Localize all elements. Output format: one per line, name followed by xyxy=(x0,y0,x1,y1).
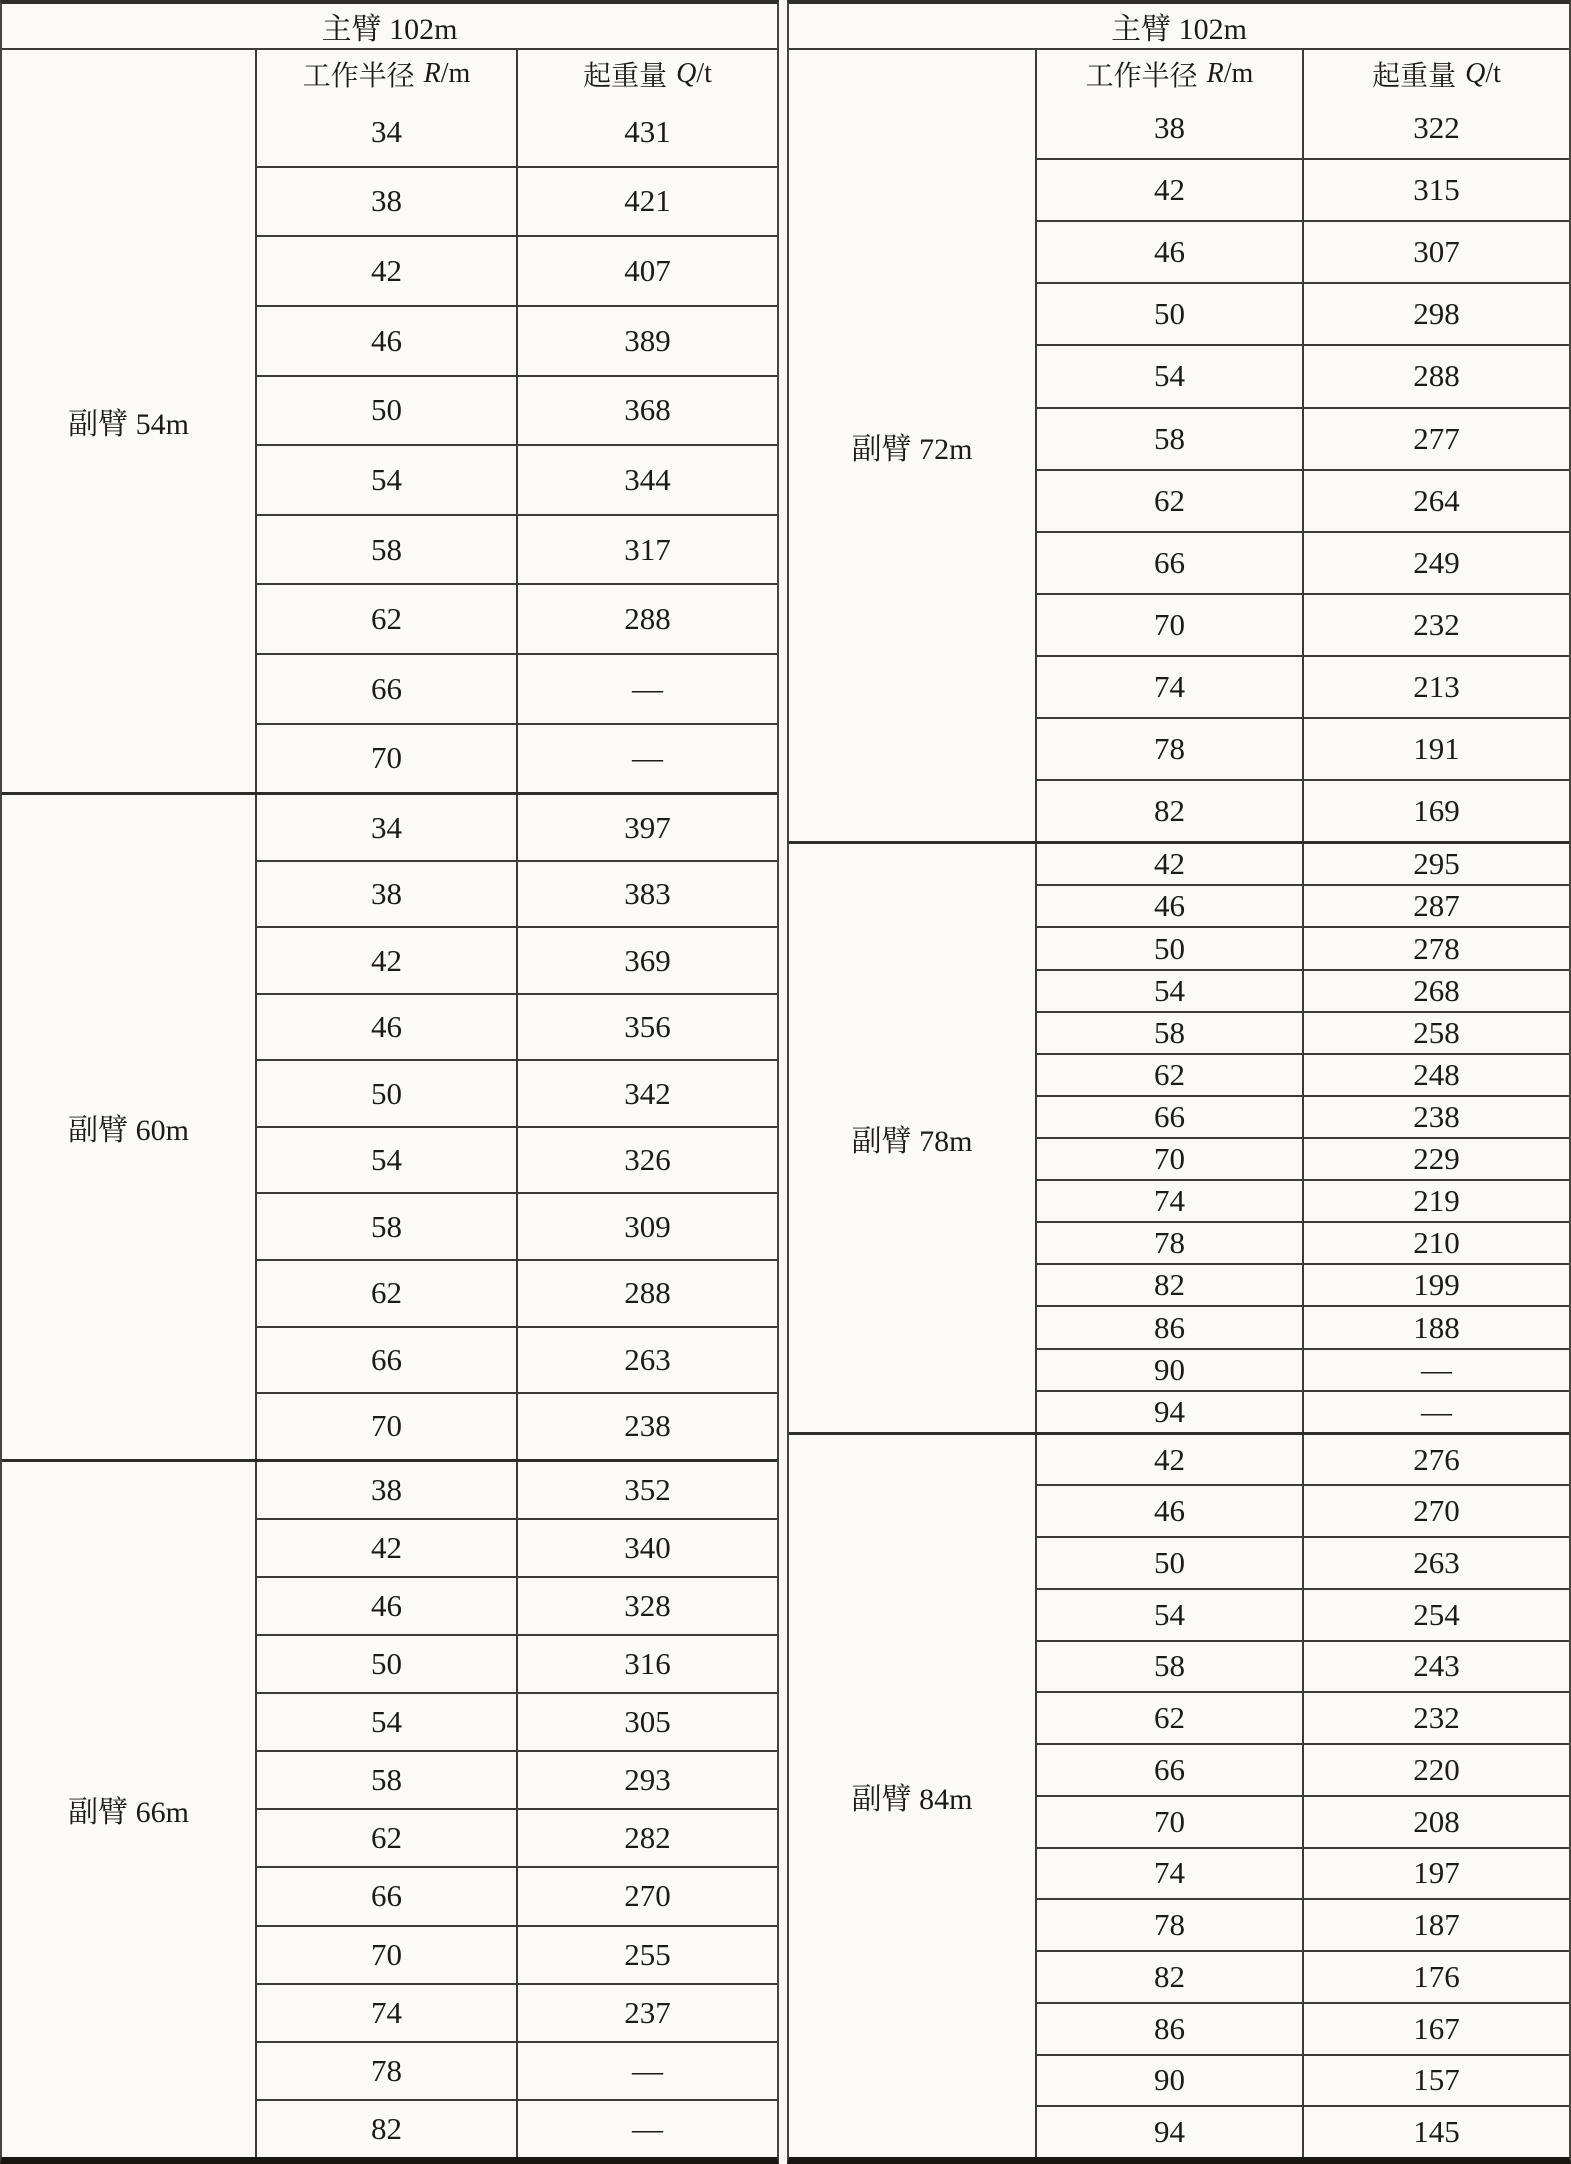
capacity-cell: 220 xyxy=(1413,1751,1460,1787)
table-row xyxy=(1037,220,1569,282)
table-row xyxy=(1037,2002,1569,2054)
radius-header-text: 工作半径 xyxy=(1085,61,1198,92)
capacity-cell: 176 xyxy=(1413,1958,1460,1994)
capacity-cell: 340 xyxy=(624,1529,671,1565)
table-row xyxy=(257,2041,777,2099)
capacity-cell: 268 xyxy=(1413,972,1460,1008)
table-row xyxy=(1037,1137,1569,1179)
capacity-cell: 248 xyxy=(1413,1056,1460,1092)
radius-cell: 78 xyxy=(1037,719,1304,779)
radius-cell: 54 xyxy=(1037,346,1304,406)
jib-section xyxy=(2,1459,777,2157)
capacity-cell: 263 xyxy=(624,1341,671,1377)
radius-cell: 66 xyxy=(257,1328,518,1393)
table-row xyxy=(1037,1435,1569,1485)
capacity-cell: 352 xyxy=(624,1471,671,1507)
radius-cell: 78 xyxy=(257,2043,518,2099)
capacity-cell: — xyxy=(632,2052,663,2088)
radius-cell: 66 xyxy=(1037,1745,1304,1795)
jib-section xyxy=(789,50,1569,841)
radius-cell: 66 xyxy=(257,1868,518,1924)
radius-cell: 70 xyxy=(1037,1139,1304,1179)
table-row xyxy=(1037,655,1569,717)
radius-cell: 46 xyxy=(1037,222,1304,282)
load-chart-table-right xyxy=(787,0,1571,2164)
table-row xyxy=(1037,926,1569,968)
table-row xyxy=(1037,1691,1569,1743)
jib-section xyxy=(2,50,777,792)
capacity-cell: 317 xyxy=(624,531,671,567)
capacity-cell: 288 xyxy=(624,1275,671,1311)
table-row xyxy=(1037,969,1569,1011)
radius-cell: 86 xyxy=(1037,1307,1304,1347)
radius-cell: 38 xyxy=(1037,98,1304,158)
capacity-cell: 270 xyxy=(624,1878,671,1914)
capacity-cell: 187 xyxy=(1413,1907,1460,1943)
capacity-cell: 282 xyxy=(624,1820,671,1856)
capacity-cell: 407 xyxy=(624,253,671,289)
capacity-cell: 145 xyxy=(1413,2114,1460,2150)
table-row xyxy=(1037,1847,1569,1899)
capacity-cell: 326 xyxy=(624,1142,671,1178)
capacity-cell: 421 xyxy=(624,183,671,219)
table-row xyxy=(1037,1950,1569,2002)
jib-section xyxy=(789,1432,1569,2157)
table-row xyxy=(1037,407,1569,469)
table-row xyxy=(257,1192,777,1259)
capacity-header-text: 起重量 xyxy=(1372,61,1457,92)
table-row xyxy=(1037,2054,1569,2106)
load-chart-table-left xyxy=(0,0,779,2164)
capacity-cell: 431 xyxy=(624,113,671,149)
radius-column-header xyxy=(257,50,518,98)
radius-cell: 62 xyxy=(1037,471,1304,531)
capacity-cell: 276 xyxy=(1413,1441,1460,1477)
table-row xyxy=(1037,717,1569,779)
table-row xyxy=(257,583,777,653)
table-row xyxy=(257,1059,777,1126)
capacity-unit: /t xyxy=(696,58,712,89)
table-row xyxy=(257,1866,777,1924)
radius-cell: 86 xyxy=(1037,2004,1304,2054)
radius-cell: 50 xyxy=(257,1061,518,1126)
capacity-cell: 293 xyxy=(624,1762,671,1798)
capacity-cell: 157 xyxy=(1413,2062,1460,2098)
table-row xyxy=(257,926,777,993)
capacity-symbol: Q xyxy=(1465,58,1486,89)
radius-symbol: R xyxy=(1206,58,1224,89)
capacity-cell: 243 xyxy=(1413,1648,1460,1684)
capacity-cell: 232 xyxy=(1413,1700,1460,1736)
radius-cell: 46 xyxy=(257,307,518,375)
radius-cell: 42 xyxy=(1037,844,1304,884)
jib-section xyxy=(789,841,1569,1431)
capacity-cell: 288 xyxy=(1413,358,1460,394)
table-row xyxy=(1037,282,1569,344)
capacity-cell: 264 xyxy=(1413,482,1460,518)
capacity-cell: 383 xyxy=(624,876,671,912)
table-row xyxy=(1037,1588,1569,1640)
radius-cell: 54 xyxy=(257,446,518,514)
radius-cell: 50 xyxy=(257,1636,518,1692)
radius-cell: 74 xyxy=(1037,1181,1304,1221)
capacity-cell: 356 xyxy=(624,1009,671,1045)
radius-cell: 66 xyxy=(1037,1097,1304,1137)
capacity-cell: 368 xyxy=(624,392,671,428)
capacity-cell: 254 xyxy=(1413,1596,1460,1632)
table-row xyxy=(257,1518,777,1576)
radius-cell: 70 xyxy=(1037,1797,1304,1847)
capacity-cell: 316 xyxy=(624,1646,671,1682)
table-row xyxy=(1037,1305,1569,1347)
main-boom-header: 主臂 102m xyxy=(2,4,777,50)
radius-cell: 82 xyxy=(1037,781,1304,841)
capacity-cell: 309 xyxy=(624,1208,671,1244)
table-row xyxy=(257,860,777,927)
table-row xyxy=(257,1259,777,1326)
capacity-cell: 397 xyxy=(624,809,671,845)
capacity-cell: 328 xyxy=(624,1587,671,1623)
radius-cell: 42 xyxy=(257,1520,518,1576)
capacity-cell: 389 xyxy=(624,322,671,358)
radius-cell: 78 xyxy=(1037,1223,1304,1263)
radius-cell: 58 xyxy=(1037,1013,1304,1053)
radius-cell: 38 xyxy=(257,1462,518,1518)
table-row xyxy=(257,653,777,723)
table-row xyxy=(1037,1898,1569,1950)
capacity-cell: 232 xyxy=(1413,606,1460,642)
radius-cell: 50 xyxy=(1037,1538,1304,1588)
table-row xyxy=(257,723,777,793)
capacity-cell: 322 xyxy=(1413,110,1460,146)
capacity-cell: 229 xyxy=(1413,1141,1460,1177)
capacity-cell: 263 xyxy=(1413,1545,1460,1581)
table-row xyxy=(1037,469,1569,531)
radius-cell: 62 xyxy=(257,1810,518,1866)
radius-cell: 66 xyxy=(1037,533,1304,593)
capacity-cell: 344 xyxy=(624,461,671,497)
radius-cell: 62 xyxy=(257,585,518,653)
radius-cell: 38 xyxy=(257,168,518,236)
radius-cell: 94 xyxy=(1037,2107,1304,2157)
radius-cell: 58 xyxy=(257,1752,518,1808)
table-row xyxy=(257,1326,777,1393)
radius-cell: 62 xyxy=(1037,1055,1304,1095)
jib-label: 副臂 72m xyxy=(789,50,1037,841)
capacity-cell: 210 xyxy=(1413,1225,1460,1261)
radius-cell: 70 xyxy=(257,1927,518,1983)
radius-cell: 54 xyxy=(1037,971,1304,1011)
radius-header-text: 工作半径 xyxy=(302,61,415,92)
table-row xyxy=(1037,884,1569,926)
jib-label: 副臂 54m xyxy=(2,50,257,792)
radius-cell: 50 xyxy=(257,377,518,445)
radius-column-header xyxy=(1037,50,1304,98)
capacity-cell: 237 xyxy=(624,1994,671,2030)
radius-cell: 62 xyxy=(1037,1693,1304,1743)
table-row xyxy=(1037,344,1569,406)
table-row xyxy=(257,993,777,1060)
table-row xyxy=(257,795,777,860)
radius-symbol: R xyxy=(423,58,441,89)
capacity-header-text: 起重量 xyxy=(583,61,668,92)
capacity-cell: 191 xyxy=(1413,731,1460,767)
radius-cell: 34 xyxy=(257,795,518,860)
table-row xyxy=(257,1576,777,1634)
table-row xyxy=(257,1983,777,2041)
table-row xyxy=(1037,1053,1569,1095)
table-row xyxy=(1037,1390,1569,1432)
table-row xyxy=(257,235,777,305)
radius-cell: 66 xyxy=(257,655,518,723)
radius-cell: 54 xyxy=(257,1694,518,1750)
table-row xyxy=(1037,158,1569,220)
capacity-cell: 342 xyxy=(624,1075,671,1111)
radius-cell: 34 xyxy=(257,98,518,166)
table-row xyxy=(1037,1179,1569,1221)
table-row xyxy=(257,375,777,445)
radius-cell: 54 xyxy=(257,1128,518,1193)
capacity-cell: 369 xyxy=(624,942,671,978)
radius-cell: 74 xyxy=(257,1985,518,2041)
table-row xyxy=(257,1750,777,1808)
table-row xyxy=(257,444,777,514)
table-row xyxy=(1037,1640,1569,1692)
radius-cell: 46 xyxy=(257,995,518,1060)
table-row xyxy=(257,305,777,375)
radius-cell: 42 xyxy=(1037,1435,1304,1485)
radius-cell: 70 xyxy=(1037,595,1304,655)
radius-cell: 50 xyxy=(1037,928,1304,968)
radius-cell: 74 xyxy=(1037,1849,1304,1899)
capacity-cell: 219 xyxy=(1413,1183,1460,1219)
capacity-cell: — xyxy=(632,670,663,706)
radius-cell: 46 xyxy=(1037,886,1304,926)
table-row xyxy=(257,514,777,584)
table-row xyxy=(257,98,777,166)
capacity-cell: 188 xyxy=(1413,1309,1460,1345)
capacity-cell: 197 xyxy=(1413,1855,1460,1891)
table-row xyxy=(257,1392,777,1459)
radius-cell: 58 xyxy=(1037,1642,1304,1692)
table-row xyxy=(1037,1011,1569,1053)
capacity-column-header xyxy=(1304,50,1569,98)
jib-label: 副臂 60m xyxy=(2,795,257,1458)
radius-cell: 50 xyxy=(1037,284,1304,344)
radius-cell: 90 xyxy=(1037,2056,1304,2106)
radius-cell: 46 xyxy=(1037,1486,1304,1536)
capacity-cell: 238 xyxy=(1413,1098,1460,1134)
radius-cell: 58 xyxy=(1037,409,1304,469)
radius-cell: 46 xyxy=(257,1578,518,1634)
capacity-cell: 258 xyxy=(1413,1014,1460,1050)
capacity-cell: 249 xyxy=(1413,544,1460,580)
table-row xyxy=(1037,1743,1569,1795)
capacity-cell: 307 xyxy=(1413,234,1460,270)
capacity-cell: — xyxy=(632,740,663,776)
radius-cell: 42 xyxy=(257,237,518,305)
capacity-cell: 288 xyxy=(624,601,671,637)
jib-label: 副臂 84m xyxy=(789,1435,1037,2157)
table-row xyxy=(257,2099,777,2157)
table-row xyxy=(1037,1263,1569,1305)
capacity-cell: 305 xyxy=(624,1704,671,1740)
main-boom-header: 主臂 102m xyxy=(789,4,1569,50)
radius-cell: 74 xyxy=(1037,657,1304,717)
radius-cell: 82 xyxy=(257,2101,518,2157)
table-row xyxy=(257,1462,777,1518)
radius-cell: 70 xyxy=(257,1394,518,1459)
table-row xyxy=(1037,1536,1569,1588)
radius-cell: 94 xyxy=(1037,1392,1304,1432)
radius-cell: 82 xyxy=(1037,1952,1304,2002)
capacity-cell: 167 xyxy=(1413,2010,1460,2046)
capacity-cell: — xyxy=(1421,1351,1452,1387)
capacity-cell: 315 xyxy=(1413,172,1460,208)
capacity-cell: — xyxy=(1421,1393,1452,1429)
capacity-cell: 213 xyxy=(1413,669,1460,705)
capacity-cell: 255 xyxy=(624,1936,671,1972)
table-row xyxy=(1037,1221,1569,1263)
table-row xyxy=(257,1808,777,1866)
table-row xyxy=(257,1634,777,1692)
column-header-row xyxy=(257,50,777,98)
capacity-column-header xyxy=(518,50,777,98)
capacity-cell: 238 xyxy=(624,1408,671,1444)
capacity-cell: 270 xyxy=(1413,1493,1460,1529)
radius-cell: 54 xyxy=(1037,1590,1304,1640)
capacity-cell: 199 xyxy=(1413,1267,1460,1303)
radius-unit: /m xyxy=(1223,58,1254,89)
radius-cell: 58 xyxy=(257,516,518,584)
table-row xyxy=(257,1126,777,1193)
radius-unit: /m xyxy=(440,58,471,89)
radius-cell: 38 xyxy=(257,862,518,927)
radius-cell: 90 xyxy=(1037,1350,1304,1390)
capacity-cell: — xyxy=(632,2110,663,2146)
table-row xyxy=(1037,593,1569,655)
radius-cell: 58 xyxy=(257,1194,518,1259)
capacity-cell: 278 xyxy=(1413,930,1460,966)
radius-cell: 62 xyxy=(257,1261,518,1326)
radius-cell: 82 xyxy=(1037,1265,1304,1305)
jib-label: 副臂 66m xyxy=(2,1462,257,2157)
capacity-cell: 169 xyxy=(1413,793,1460,829)
radius-cell: 78 xyxy=(1037,1900,1304,1950)
table-row xyxy=(1037,1795,1569,1847)
table-row xyxy=(1037,1348,1569,1390)
table-row xyxy=(1037,1484,1569,1536)
capacity-cell: 295 xyxy=(1413,846,1460,882)
radius-cell: 42 xyxy=(257,928,518,993)
table-row xyxy=(257,1692,777,1750)
capacity-cell: 208 xyxy=(1413,1803,1460,1839)
radius-cell: 42 xyxy=(1037,160,1304,220)
jib-section xyxy=(2,792,777,1458)
table-row xyxy=(1037,2105,1569,2157)
table-row xyxy=(1037,779,1569,841)
capacity-cell: 277 xyxy=(1413,420,1460,456)
capacity-unit: /t xyxy=(1485,58,1501,89)
capacity-symbol: Q xyxy=(676,58,697,89)
capacity-cell: 287 xyxy=(1413,888,1460,924)
column-header-row xyxy=(1037,50,1569,98)
table-row xyxy=(1037,844,1569,884)
table-row xyxy=(1037,98,1569,158)
table-row xyxy=(1037,1095,1569,1137)
jib-label: 副臂 78m xyxy=(789,844,1037,1431)
table-row xyxy=(257,1925,777,1983)
table-row xyxy=(257,166,777,236)
capacity-cell: 298 xyxy=(1413,296,1460,332)
table-row xyxy=(1037,531,1569,593)
radius-cell: 70 xyxy=(257,725,518,793)
